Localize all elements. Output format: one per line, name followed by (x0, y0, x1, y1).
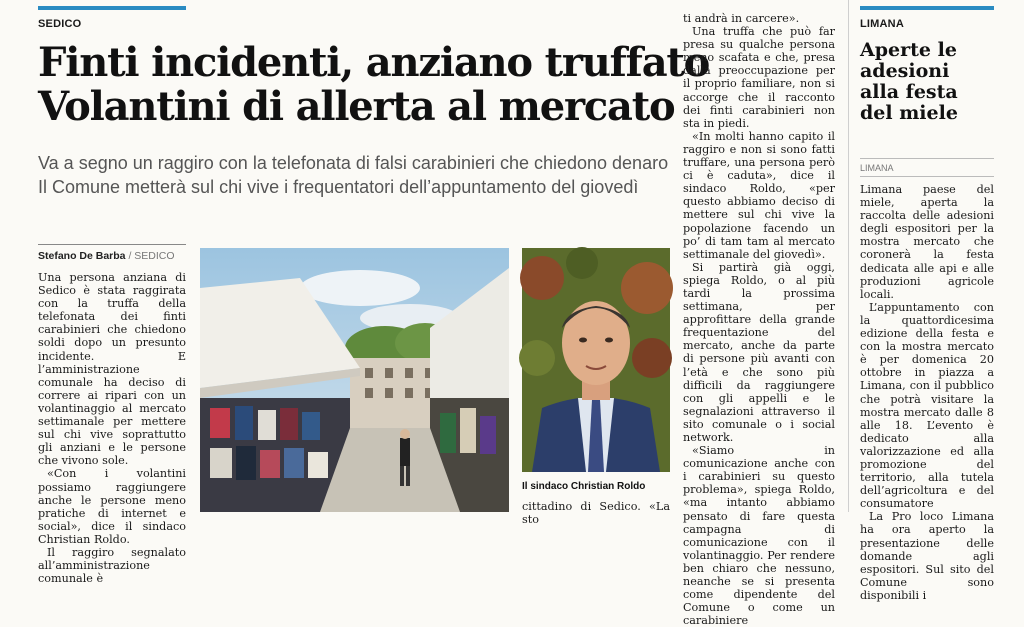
sidebar-body (860, 183, 994, 602)
paragraph: «In molti hanno capito il raggiro e non si sono fatti truffare, una persona però ci è caduta», dice il sindaco Roldo, «per questo abbiamo deciso di mettere sul chi vive la popolazione facendo un po’ di tam tam al mercato settimanale del giovedì». (683, 129, 835, 261)
sidebar-section-label: LIMANA (860, 18, 904, 30)
sidebar-divider-2 (860, 176, 994, 177)
paragraph: «Con i volantini possiamo raggiungere anche le persone meno pratiche di internet e social», dice il sindaco Christian Roldo. (38, 467, 186, 546)
top-accent-rule-main (38, 6, 186, 10)
paragraph: Il raggiro segnalato all’amministrazione comunale è (38, 545, 186, 586)
byline-divider (38, 244, 186, 245)
column-separator (848, 0, 849, 512)
sidebar-divider (860, 158, 994, 159)
section-label: SEDICO (38, 18, 82, 30)
market-photo-illustration (200, 248, 509, 512)
subhead-line-2: Il Comune metterà sul chi vive i frequentatori dell’appuntamento del giovedì (38, 177, 639, 197)
article-column-1 (38, 271, 186, 586)
paragraph: L’appuntamento con la quattordicesima edizione della festa e con la mostra mercato è per domenica 20 ottobre in piazza a Limana, con il pubblico che potrà visitare la mostra mercato dalle 8 alle 18. L’evento è dedicato alla valorizzazione ed alla promozione del territorio, alla tutela dell’agricoltura e del consumatore (860, 300, 994, 511)
photo-caption: Il sindaco Christian Roldo (522, 481, 646, 492)
top-accent-rule-sidebar (860, 6, 994, 10)
paragraph: Una truffa che può far presa su qualche persona meno scafata e che, presa dalla preoccupazione per il proprio familiare, non si accorge che il racconto dei finti carabinieri non sta in piedi. (683, 25, 835, 130)
mayor-portrait-photo (522, 248, 670, 472)
article-column-2-tail (522, 500, 670, 527)
paragraph: La Pro loco Limana ha ora aperto la presentazione delle domande agli espositori. Sul sito del Comune sono disponibili i (860, 510, 994, 602)
paragraph: Si partirà già oggi, spiega Roldo, o al più tardi la prossima settimana, per approfittare della grande frequentazione del mercato, anche da parte di persone più avanti con l’età e che sono più difficili da raggiungere con gli appelli e le segnalazioni attraverso il sito comunale o i social network. (683, 260, 835, 444)
paragraph: Una persona anziana di Sedico è stata raggirata con la truffa della telefonata dei finti carabinieri che chiedono soldi dopo un presunto incidente. E l’amministrazione comunale ha deciso di correre ai ripari con un volantinaggio al mercato settimanale per mettere sul chi vive soprattutto gli anziani e le persone che vivono sole. (38, 271, 186, 468)
mayor-portrait-illustration (522, 248, 670, 472)
article-column-3 (683, 12, 835, 627)
headline-line-1: Finti incidenti, anziano truffato (38, 39, 710, 86)
author-name: Stefano De Barba (38, 250, 126, 262)
paragraph: cittadino di Sedico. «La sto (522, 500, 670, 527)
headline-line-2: Volantini di allerta al mercato (38, 83, 675, 130)
byline-separator: / (128, 250, 135, 262)
paragraph: Limana paese del miele, aperta la raccolta delle adesioni degli espositori per la mostra mercato che coronerà la festa dedicata alle api e alle produzioni agricole locali. (860, 183, 994, 301)
author-section: SEDICO (134, 250, 175, 262)
subhead-line-1: Va a segno un raggiro con la telefonata di falsi carabinieri che chiedono denaro (38, 153, 669, 173)
sidebar-place-label: LIMANA (860, 163, 894, 173)
byline (38, 250, 175, 262)
market-photo (200, 248, 509, 512)
paragraph: ti andrà in carcere». (683, 12, 800, 25)
paragraph: «Siamo in comunicazione anche con i carabinieri su questo problema», spiega Roldo, «ma intanto abbiamo pensato di fare questa campagna di comunicazione con il volantinaggio. Per rendere ben chiaro che nessuno, neanche se si presenta come dipendente del Comune o come un carabiniere (683, 444, 835, 627)
sidebar-headline: Aperte le adesioni alla festa del miele (860, 39, 958, 124)
